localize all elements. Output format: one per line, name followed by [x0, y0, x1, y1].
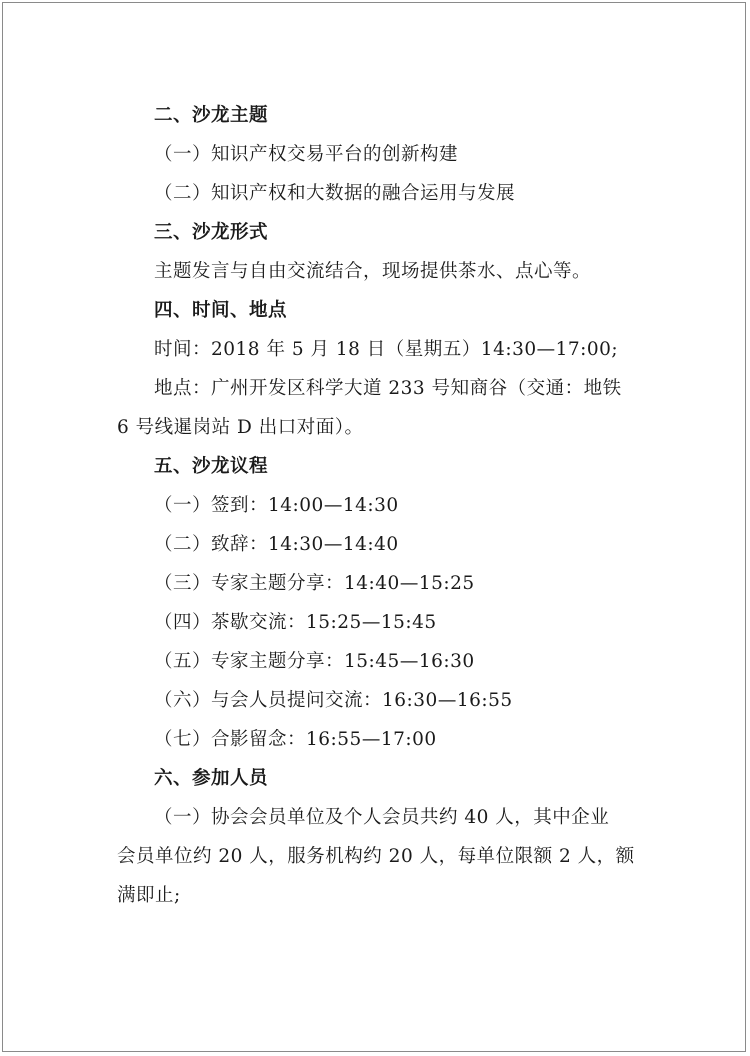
agenda-item-6: （六）与会人员提问交流：16:30—16:55 — [154, 690, 513, 711]
section-heading-topic: 二、沙龙主题 — [154, 105, 269, 126]
document-body — [117, 96, 662, 915]
section-heading-agenda: 五、沙龙议程 — [154, 456, 269, 477]
place-text-line1: 地点：广州开发区科学大道 233 号知商谷（交通：地铁 — [154, 378, 622, 399]
format-text: 主题发言与自由交流结合，现场提供茶水、点心等。 — [154, 261, 592, 282]
agenda-item-5: （五）专家主题分享：15:45—16:30 — [154, 651, 475, 672]
participants-line2: 会员单位约 20 人，服务机构约 20 人，每单位限额 2 人，额 — [117, 846, 635, 867]
agenda-item-3: （三）专家主题分享：14:40—15:25 — [154, 573, 475, 594]
topic-item-1: （一）知识产权交易平台的创新构建 — [154, 144, 459, 165]
agenda-item-1: （一）签到：14:00—14:30 — [154, 495, 399, 516]
section-heading-format: 三、沙龙形式 — [154, 222, 269, 243]
participants-line3: 满即止; — [117, 885, 181, 906]
participants-line1: （一）协会会员单位及个人会员共约 40 人，其中企业 — [154, 807, 610, 828]
topic-item-2: （二）知识产权和大数据的融合运用与发展 — [154, 183, 516, 204]
section-heading-time-place: 四、时间、地点 — [154, 300, 288, 321]
time-text: 时间：2018 年 5 月 18 日（星期五）14:30—17:00; — [154, 339, 619, 360]
section-heading-participants: 六、参加人员 — [154, 768, 269, 789]
place-text-line2: 6 号线暹岗站 D 出口对面）。 — [117, 417, 364, 438]
agenda-item-2: （二）致辞：14:30—14:40 — [154, 534, 399, 555]
agenda-item-4: （四）茶歇交流：15:25—15:45 — [154, 612, 437, 633]
agenda-item-7: （七）合影留念：16:55—17:00 — [154, 729, 437, 750]
